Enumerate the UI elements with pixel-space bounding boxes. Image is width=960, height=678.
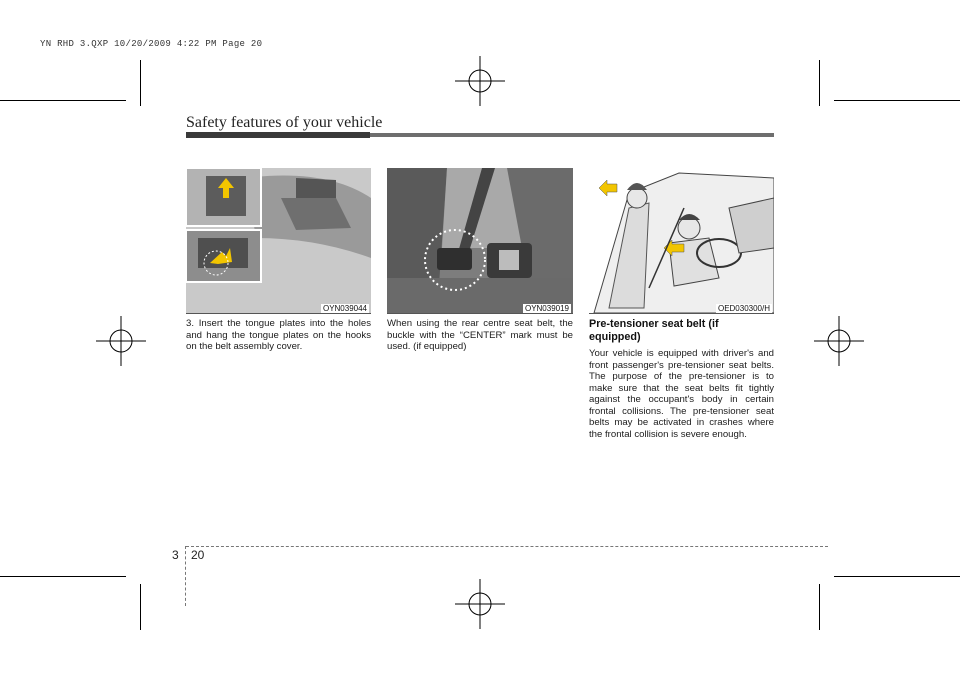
occupants-illustration <box>589 168 774 314</box>
footer-rule <box>186 546 828 547</box>
step-3-text: 3. Insert the tongue plates into the holes and hang the tongue plates on the hooks on the belt assembly cover. <box>186 318 371 352</box>
rear-centre-belt-text: When using the rear centre seat belt, the buckle with the “CENTER” mark must be used. (if equipped) <box>387 318 573 352</box>
chapter-number: 3 <box>172 548 179 562</box>
figure-rule <box>186 313 371 314</box>
registration-mark-top <box>455 56 505 106</box>
figure-pre-tensioner-illustration <box>589 168 774 314</box>
pre-tensioner-heading: Pre-tensioner seat belt (if equipped) <box>589 318 719 343</box>
figure-belt-cover-photo <box>186 168 371 314</box>
figure-code: OYN039019 <box>524 304 569 313</box>
centre-buckle-illustration <box>387 168 573 314</box>
pre-tensioner-text: Your vehicle is equipped with driver's and front passenger's pre-tensioner seat belts. The purpose of the pre-tensioner is to make sure that the seat belts fit tightly against the occupant's body in certain frontal collisions. The pre-tensioner seat belts may be activated in crashes where the frontal collision is severe enough. <box>589 348 774 440</box>
figure-code: OYN039044 <box>322 304 367 313</box>
print-slug: YN RHD 3.QXP 10/20/2009 4:22 PM Page 20 <box>40 39 263 49</box>
registration-mark-right <box>814 316 864 366</box>
figure-rule <box>589 313 774 314</box>
figure-rule <box>387 313 573 314</box>
page-section-title: Safety features of your vehicle <box>186 114 383 131</box>
registration-mark-bottom <box>455 579 505 629</box>
figure-code: OED030300/H <box>717 304 770 313</box>
seat-belt-cover-illustration <box>186 168 371 314</box>
footer-rule-vertical <box>185 546 186 606</box>
header-rule-accent <box>186 132 370 138</box>
page-number: 20 <box>191 548 205 562</box>
registration-mark-left <box>96 316 146 366</box>
figure-rear-centre-buckle-photo <box>387 168 573 314</box>
